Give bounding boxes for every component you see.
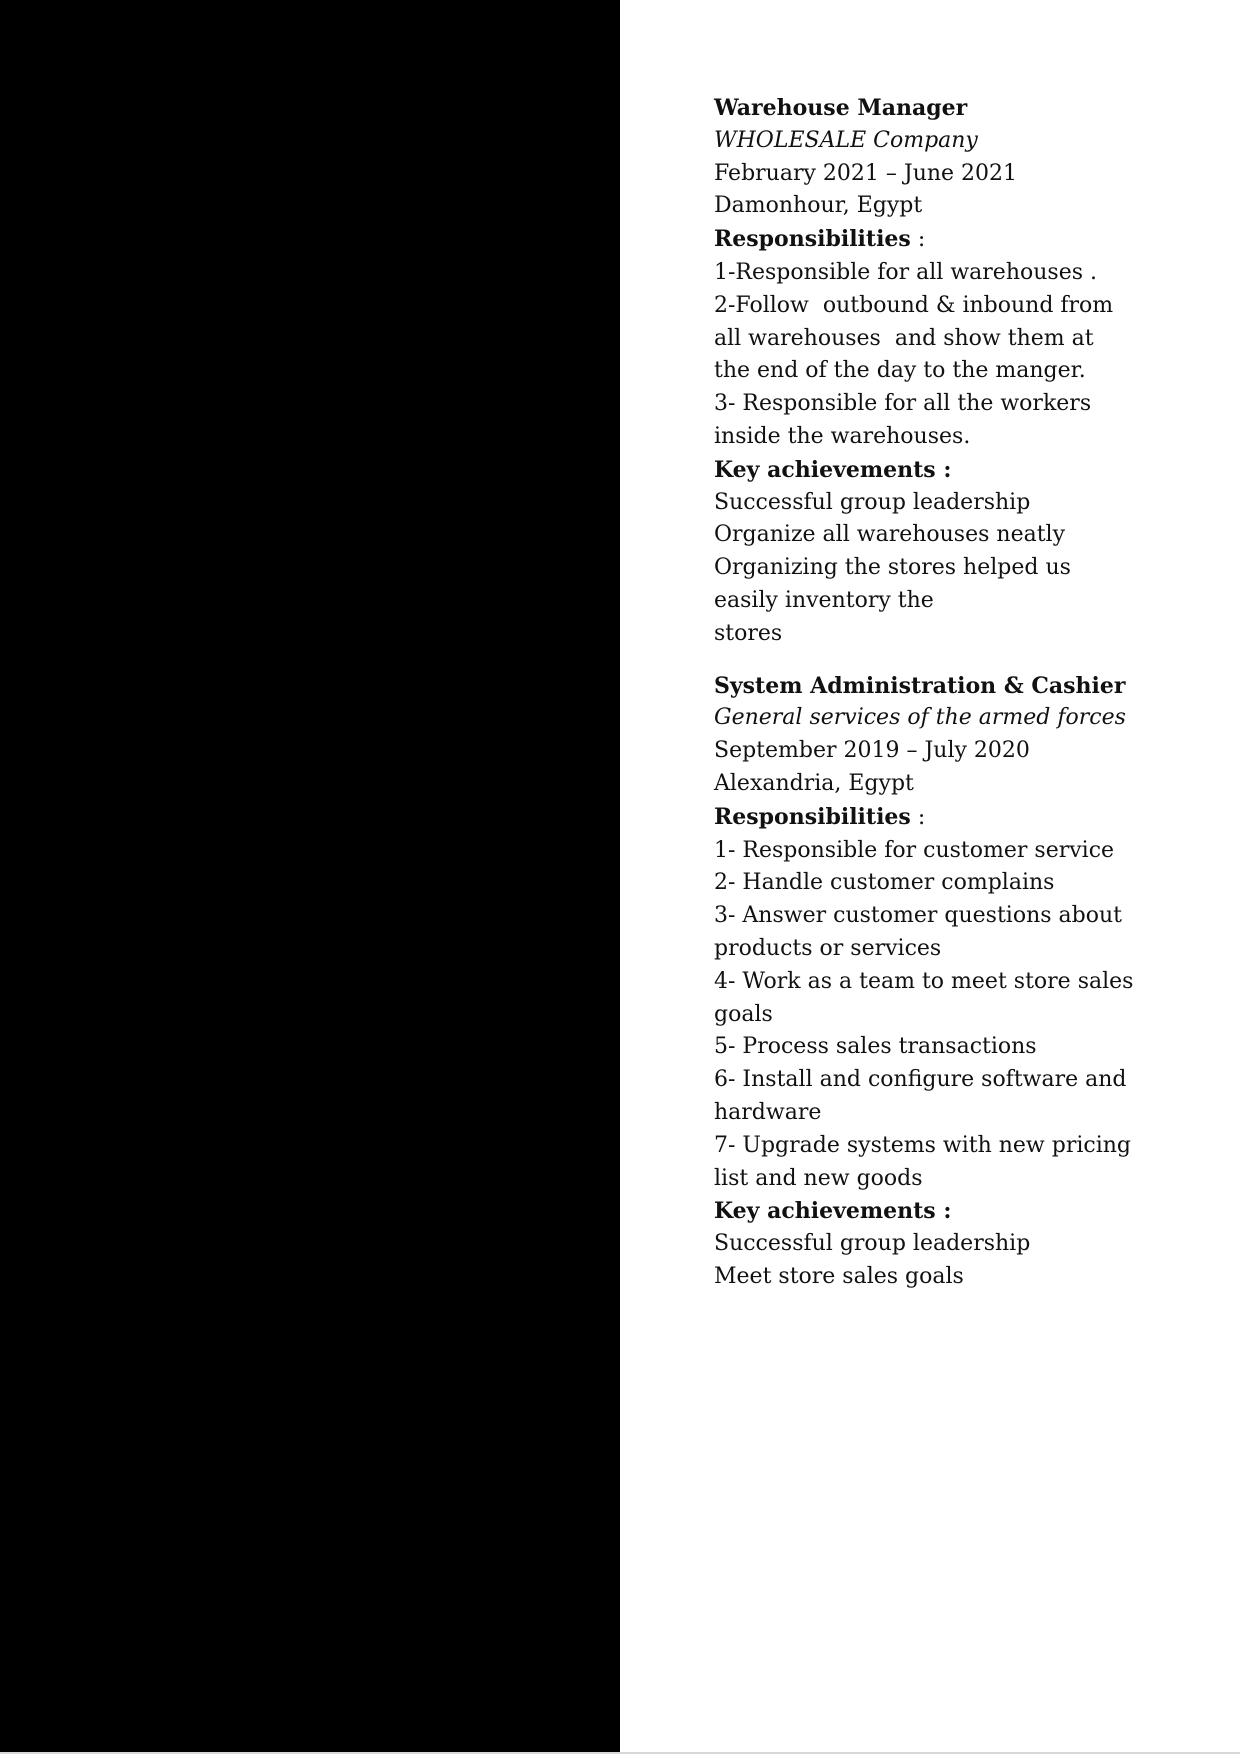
responsibility-item: 7- Upgrade systems with new pricing list and new goods [714,1132,1139,1191]
job-entry-system-administration [714,670,1141,1294]
job-title: System Administration & Cashier [714,672,1126,699]
achievements-heading: Key achievements : [714,456,952,483]
responsibility-item: 3- Responsible for all the workers inside the warehouses. [714,391,1099,449]
responsibility-item: 4- Work as a team to meet store sales goals [714,968,1141,1027]
experience-column [714,92,1141,1294]
company-name: General services of the armed forces [714,705,1126,731]
job-location: Alexandria, Egypt [714,770,914,796]
responsibility-item: 1- Responsible for customer service [714,837,1115,863]
left-sidebar-panel [0,0,620,1752]
responsibility-item: 6- Install and configure software and hardware [714,1067,1134,1125]
responsibilities-label: Responsibilities [714,803,911,830]
job-dates: September 2019 – July 2020 [714,738,1030,764]
responsibilities-colon: : [910,804,926,830]
achievement-item: Successful group leadership [714,489,1031,515]
responsibilities-heading [714,801,1134,835]
job-entry-warehouse-manager [714,92,1134,651]
responsibility-item: 5- Process sales transactions [714,1034,1037,1060]
company-name: WHOLESALE Company [714,127,978,153]
responsibilities-label: Responsibilities [714,226,911,253]
responsibilities-colon: : [910,227,926,253]
responsibility-item: 2-Follow outbound & inbound from all warehouses and show them at the end of the day to the manger. [714,292,1121,384]
job-location: Damonhour, Egypt [714,193,923,219]
job-title: Warehouse Manager [714,95,968,121]
achievement-item: Organizing the stores helped us easily inventory the [714,555,1078,613]
achievement-item: stores [714,620,783,646]
achievements-heading: Key achievements : [714,1198,952,1225]
achievement-item: Organize all warehouses neatly [714,522,1066,548]
responsibility-item: 2- Handle customer complains [714,870,1055,896]
responsibilities-heading [714,223,1134,257]
achievement-item: Meet store sales goals [714,1263,964,1289]
job-dates: February 2021 – June 2021 [714,160,1018,186]
responsibility-item: 1-Responsible for all warehouses . [714,259,1097,285]
responsibility-item: 3- Answer customer questions about products or services [714,903,1129,961]
achievement-item: Successful group leadership [714,1231,1031,1257]
